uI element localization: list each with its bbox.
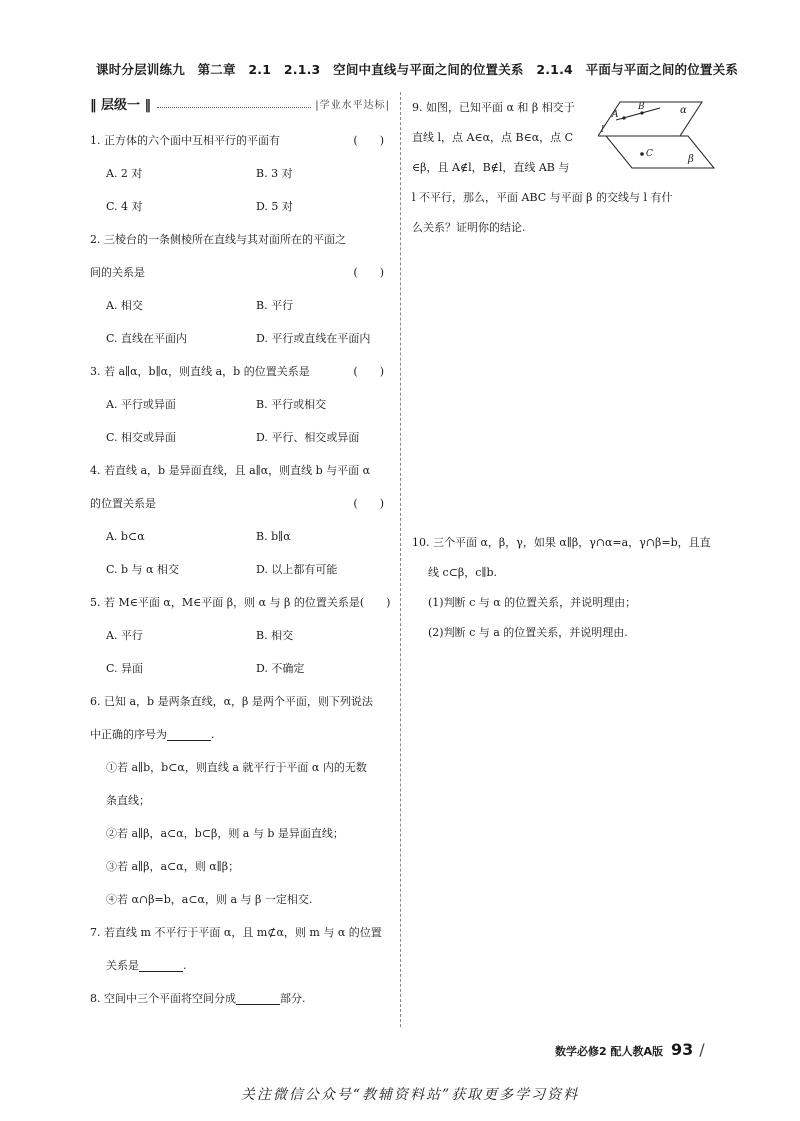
label-l: l (601, 125, 604, 135)
question-stem-cont: 线 c⊂β，c∥b. (428, 566, 498, 579)
stem-end: . (211, 728, 215, 741)
question-4 (90, 454, 390, 586)
label-beta: β (688, 154, 694, 165)
question-3 (90, 355, 390, 454)
statement-1-cont: 条直线； (106, 794, 150, 807)
answer-blank[interactable] (236, 992, 280, 1005)
question-7 (90, 916, 390, 982)
stem-end: 部分. (280, 992, 306, 1005)
option-a: A. 2 对 (106, 167, 143, 180)
question-stem: 3. 若 a∥α，b∥α，则直线 a，b 的位置关系是 (90, 365, 310, 378)
option-c: C. 4 对 (106, 200, 143, 213)
answer-paren: ( ) (353, 497, 384, 510)
question-9 (412, 92, 712, 242)
page-header: 课时分层训练九 第二章 2.1 2.1.3 空间中直线与平面之间的位置关系 2.1.4 平面与平面之间的位置关系 (96, 62, 739, 77)
question-stem: 4. 若直线 a，b 是异面直线，且 a∥α，则直线 b 与平面 α (90, 464, 371, 477)
label-alpha: α (680, 105, 687, 116)
question-stem-cont: 间的关系是 (90, 266, 145, 279)
option-d: D. 不确定 (256, 662, 305, 675)
question-10 (412, 527, 712, 647)
stem-end: . (183, 959, 187, 972)
question-stem: 1. 正方体的六个面中互相平行的平面有 (90, 134, 280, 147)
question-stem-cont: 直线 l，点 A∈α，点 B∈α，点 C (412, 130, 574, 144)
question-stem: 6. 已知 a，b 是两条直线，α，β 是两个平面，则下列说法 (90, 695, 373, 708)
option-b: B. 平行 (256, 299, 294, 312)
option-b: B. 3 对 (256, 167, 293, 180)
point-c (640, 152, 644, 156)
question-stem-cont: 的位置关系是 (90, 497, 156, 510)
option-d: D. 平行、相交或异面 (256, 431, 360, 444)
page-footer (555, 1040, 705, 1059)
question-stem-cont: 中正确的序号为 (90, 728, 167, 741)
answer-paren: ( ) (353, 365, 384, 378)
question-stem: 5. 若 M∈平面 α，M∈平面 β，则 α 与 β 的位置关系是 (90, 596, 360, 609)
footer-slash: / (699, 1040, 705, 1059)
level-tag: |学业水平达标| (315, 99, 390, 111)
level-title: ‖ 层级一 ‖ (90, 97, 152, 113)
question-stem-cont: 关系是 (106, 959, 139, 972)
option-b: B. b∥α (256, 530, 291, 543)
watermark-text: 关注微信公众号“教辅资料站”获取更多学习资料 (240, 1087, 580, 1103)
book-title: 数学必修2 配人教A版 (555, 1045, 663, 1058)
label-a: A (612, 110, 619, 120)
question-stem: 7. 若直线 m 不平行于平面 α，且 m⊄α，则 m 与 α 的位置 (90, 926, 382, 939)
column-divider (400, 92, 401, 1027)
label-c: C (646, 149, 653, 159)
answer-paren: ( ) (353, 134, 384, 147)
question-2 (90, 223, 390, 355)
option-b: B. 相交 (256, 629, 294, 642)
option-c: C. 直线在平面内 (106, 332, 188, 345)
statement-2: ②若 a∥β，a⊂α，b⊂β，则 a 与 b 是异面直线； (106, 827, 344, 840)
answer-paren: ( ) (353, 266, 384, 279)
option-a: A. 平行或异面 (106, 398, 176, 411)
option-c: C. 异面 (106, 662, 144, 675)
option-a: A. 相交 (106, 299, 143, 312)
plane-beta (606, 136, 714, 168)
option-d: D. 5 对 (256, 200, 293, 213)
answer-blank[interactable] (167, 728, 211, 741)
option-a: A. 平行 (106, 629, 143, 642)
point-a (622, 116, 625, 119)
option-c: C. b 与 α 相交 (106, 563, 179, 576)
question-stem: 8. 空间中三个平面将空间分成 (90, 992, 236, 1005)
answer-paren: ( ) (359, 596, 391, 609)
question-5 (90, 586, 390, 685)
question-stem: 10. 三个平面 α，β，γ，如果 α∥β，γ∩α=a，γ∩β=b，且直 (412, 536, 711, 549)
statement-1: ①若 a∥b，b⊂α，则直线 a 就平行于平面 α 内的无数 (106, 761, 367, 774)
left-column (90, 92, 390, 1015)
level-one-heading (90, 92, 390, 114)
page-number: 93 (671, 1040, 694, 1059)
option-d: D. 平行或直线在平面内 (256, 332, 371, 345)
question-6 (90, 685, 390, 916)
question-stem: 2. 三棱台的一条侧棱所在直线与其对面所在的平面之 (90, 233, 346, 246)
question-1 (90, 124, 390, 223)
label-b: B (638, 102, 645, 112)
question-stem-cont: ∈β，且 A∉l，B∉l，直线 AB 与 (412, 160, 570, 174)
option-c: C. 相交或异面 (106, 431, 177, 444)
statement-4: ④若 α∩β=b，a⊂α，则 a 与 β 一定相交. (106, 893, 313, 906)
question-stem: 9. 如图，已知平面 α 和 β 相交于 (412, 100, 575, 114)
option-a: A. b⊂α (106, 530, 145, 543)
sub-question-1: (1)判断 c 与 α 的位置关系，并说明理由； (428, 596, 637, 609)
right-column (412, 92, 712, 639)
statement-3: ③若 a∥β，a⊂α，则 α∥β； (106, 860, 240, 873)
sub-question-2: (2)判断 c 与 a 的位置关系，并说明理由. (428, 626, 628, 639)
question-8 (90, 982, 390, 1015)
option-d: D. 以上都有可能 (256, 563, 338, 576)
question-stem-cont: l 不平行，那么，平面 ABC 与平面 β 的交线与 l 有什 (412, 190, 673, 204)
option-b: B. 平行或相交 (256, 398, 327, 411)
question-stem-cont: 么关系？证明你的结论. (412, 220, 526, 234)
planes-figure (598, 98, 716, 170)
answer-blank[interactable] (139, 959, 183, 972)
dotted-leader (157, 99, 311, 108)
